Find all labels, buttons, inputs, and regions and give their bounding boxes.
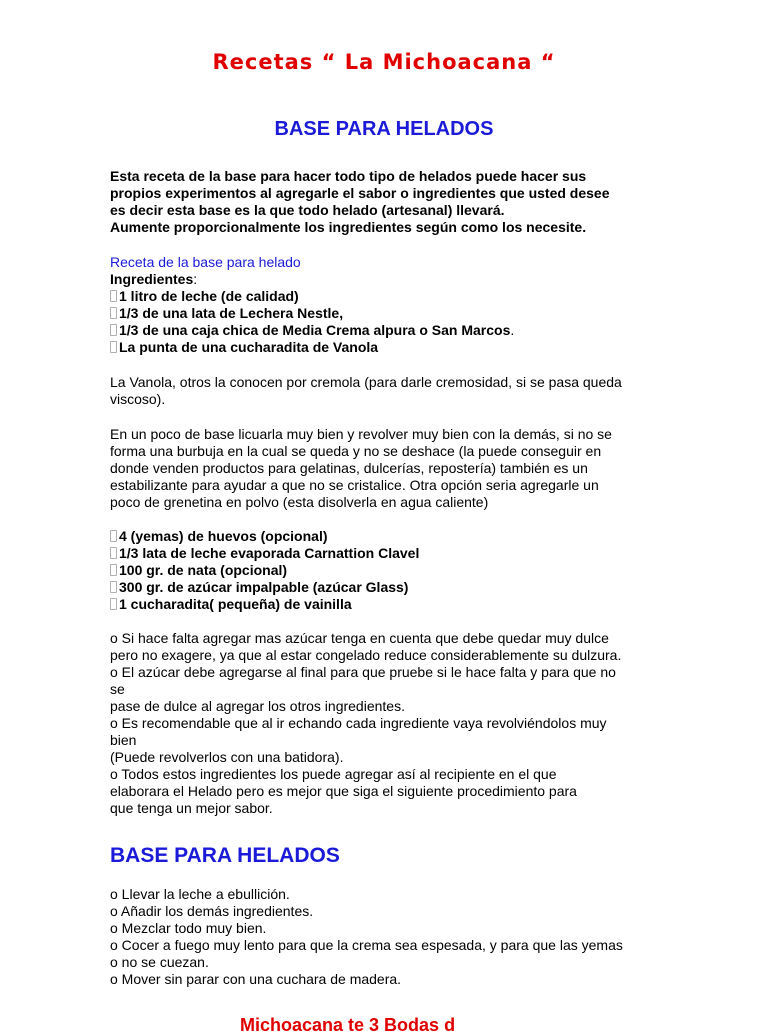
note-line: poco de grenetina en polvo (esta disolverla en agua caliente): [110, 494, 489, 510]
ingredient-text: 4 (yemas) de huevos (opcional): [119, 528, 328, 544]
ingredient-text: 1/3 lata de leche evaporada Carnattion Clavel: [119, 545, 420, 561]
note-line: forma una burbuja en la cual se queda y no se deshace (la puede conseguir en: [110, 443, 602, 459]
ingredient-item: [110, 528, 670, 545]
step-line: o Mover sin parar con una cuchara de madera.: [110, 971, 402, 987]
tips-paragraph: [110, 630, 670, 817]
ingredient-text: La punta de una cucharadita de Vanola: [119, 339, 379, 355]
ingredient-item: [110, 562, 670, 579]
ingredient-item: [110, 545, 670, 562]
bullet-icon: [110, 564, 117, 576]
document-title: Recetas “ La Michoacana “: [212, 50, 556, 74]
bullet-icon: [110, 547, 117, 559]
note-line: donde venden productos para gelatinas, dulcerías, repostería) también es un: [110, 460, 588, 476]
note-line: viscoso).: [110, 391, 166, 407]
tip-line: bien: [110, 732, 137, 748]
bullet-icon: [110, 307, 117, 319]
cut-off-heading-text: Michoacana te 3 Bodas d: [240, 1015, 456, 1035]
note-line: La Vanola, otros la conocen por cremola (para darle cremosidad, si se pasa queda: [110, 374, 622, 390]
intro-paragraph: [110, 168, 670, 236]
ingredient-text: 100 gr. de nata (opcional): [119, 562, 288, 578]
tip-line: o El azúcar debe agregarse al final para que pruebe si le hace falta y para que no: [110, 664, 616, 680]
tip-line: pase de dulce al agregar los otros ingredientes.: [110, 698, 405, 714]
intro-line: propios experimentos al agregarle el sabor o ingredientes que usted desee: [110, 185, 610, 201]
bullet-icon: [110, 581, 117, 593]
bullet-icon: [110, 341, 117, 353]
ingredient-item: [110, 305, 670, 322]
ingredient-item: [110, 339, 670, 356]
tip-line: que tenga un mejor sabor.: [110, 800, 273, 816]
step-line: o Llevar la leche a ebullición.: [110, 886, 290, 902]
recipe-heading: Receta de la base para helado: [110, 254, 301, 270]
step-line: o Mezclar todo muy bien.: [110, 920, 267, 936]
bullet-icon: [110, 530, 117, 542]
ingredient-period: .: [510, 322, 515, 338]
ingredient-text: 1/3 de una lata de Lechera Nestle,: [119, 305, 344, 321]
ingredient-text: 300 gr. de azúcar impalpable (azúcar Glass): [119, 579, 409, 595]
bullet-icon: [110, 290, 117, 302]
ingredient-text: 1 litro de leche (de calidad): [119, 288, 299, 304]
ingredients-label-line: [110, 271, 670, 288]
step-line: o no se cuezan.: [110, 954, 209, 970]
note-line: En un poco de base licuarla muy bien y revolver muy bien con la demás, si no se: [110, 426, 612, 442]
base-note: [110, 426, 670, 511]
ingredient-text: 1 cucharadita( pequeña) de vainilla: [119, 596, 352, 612]
tip-line: o Si hace falta agregar mas azúcar tenga en cuenta que debe quedar muy dulce: [110, 630, 609, 646]
step-line: o Añadir los demás ingredientes.: [110, 903, 314, 919]
step-line: o Cocer a fuego muy lento para que la crema sea espesada, y para que las yemas: [110, 937, 623, 953]
ingredient-item: [110, 596, 670, 613]
tip-line: o Es recomendable que al ir echando cada ingrediente vaya revolviéndolos muy: [110, 715, 607, 731]
tip-line: (Puede revolverlos con una batidora).: [110, 749, 344, 765]
ingredients-label: Ingredientes: [110, 271, 194, 287]
tip-line: elaborara el Helado pero es mejor que siga el siguiente procedimiento para: [110, 783, 577, 799]
tip-line: o Todos estos ingredientes los puede agregar así al recipiente en el que: [110, 766, 557, 782]
cut-off-heading: [240, 1015, 470, 1035]
tip-line: pero no exagere, ya que al estar congelado reduce considerablemente su dulzura.: [110, 647, 622, 663]
document-subtitle: BASE PARA HELADOS: [274, 118, 494, 140]
section-heading: BASE PARA HELADOS: [110, 844, 340, 867]
ingredients-label-colon: :: [193, 271, 198, 287]
note-line: estabilizante para ayudar a que no se cristalice. Otra opción seria agregarle un: [110, 477, 599, 493]
ingredient-item: [110, 288, 670, 305]
intro-line: Esta receta de la base para hacer todo tipo de helados puede hacer sus: [110, 168, 587, 184]
tip-line: se: [110, 681, 125, 697]
vanola-note: [110, 374, 670, 408]
ingredients-list-2: [110, 528, 670, 613]
ingredient-item: [110, 322, 670, 339]
intro-line: Aumente proporcionalmente los ingredientes según como los necesite.: [110, 219, 587, 235]
ingredient-text: 1/3 de una caja chica de Media Crema alpura o San Marcos: [119, 322, 511, 338]
intro-line: es decir esta base es la que todo helado (artesanal) llevará.: [110, 202, 505, 218]
recipe-section: [110, 254, 670, 356]
ingredient-item: [110, 579, 670, 596]
bullet-icon: [110, 324, 117, 336]
steps-list: [110, 886, 670, 988]
bullet-icon: [110, 598, 117, 610]
